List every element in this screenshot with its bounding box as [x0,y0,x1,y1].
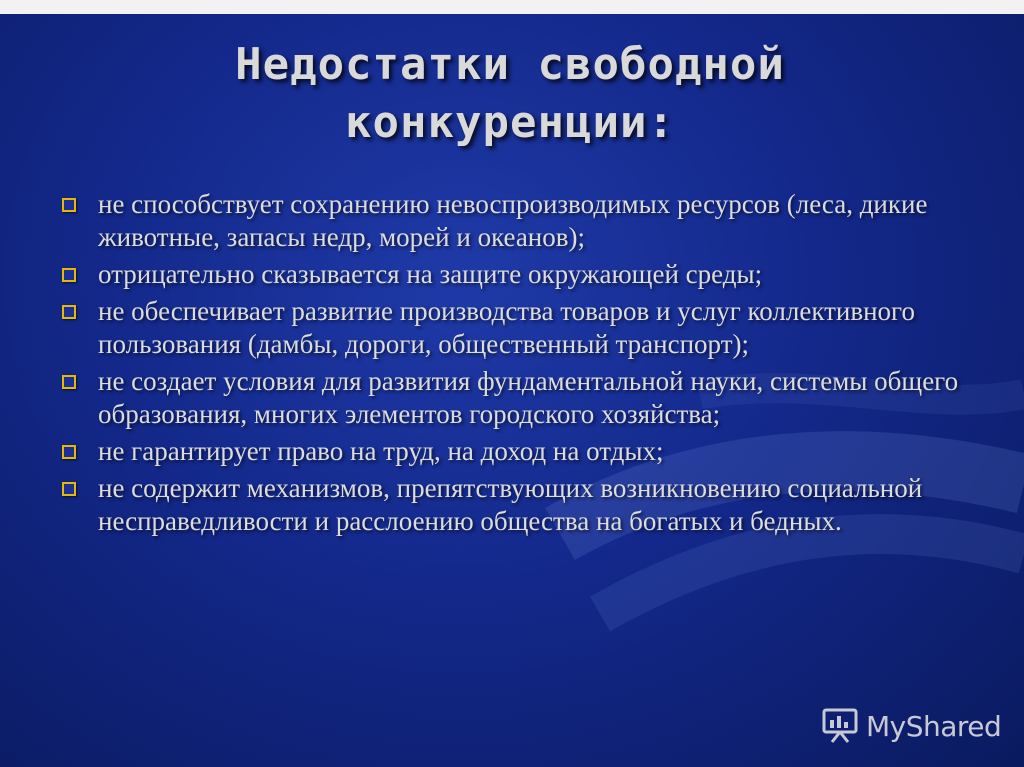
myshared-watermark [820,704,1001,748]
bullet-text: отрицательно сказывается на защите окружающей среды; [98,259,763,289]
bullet-item [60,188,960,254]
watermark-text: MyShared [866,709,1002,743]
bullet-text: не способствует сохранению невоспроизводимых ресурсов (леса, дикие животные, запасы недр, морей и океанов); [98,189,928,252]
bullet-text: не гарантирует право на труд, на доход на отдых; [98,436,664,466]
square-bullet-icon [62,375,76,389]
bullet-item [60,295,960,361]
slide [0,14,1024,767]
bullet-list [60,188,960,542]
square-bullet-icon [62,482,76,496]
square-bullet-icon [62,198,76,212]
bullet-item [60,365,960,431]
bullet-item [60,472,960,538]
square-bullet-icon [62,445,76,459]
bullet-text: не содержит механизмов, препятствующих возникновению социальной несправедливости и расслоению общества на богатых и бедных. [98,473,923,536]
bullet-item [60,258,960,291]
square-bullet-icon [62,305,76,319]
slide-title: Недостатки свободной конкуренции: [235,39,785,148]
presentation-board-icon [820,706,860,746]
bullet-text: не создает условия для развития фундаментальной науки, системы общего образования, многих элементов городского хозяйства; [98,366,959,429]
square-bullet-icon [62,268,76,282]
top-strip [0,0,1024,14]
bullet-text: не обеспечивает развитие производства товаров и услуг коллективного пользования (дамбы, дороги, общественный транспорт); [98,296,915,359]
bullet-item [60,435,960,468]
